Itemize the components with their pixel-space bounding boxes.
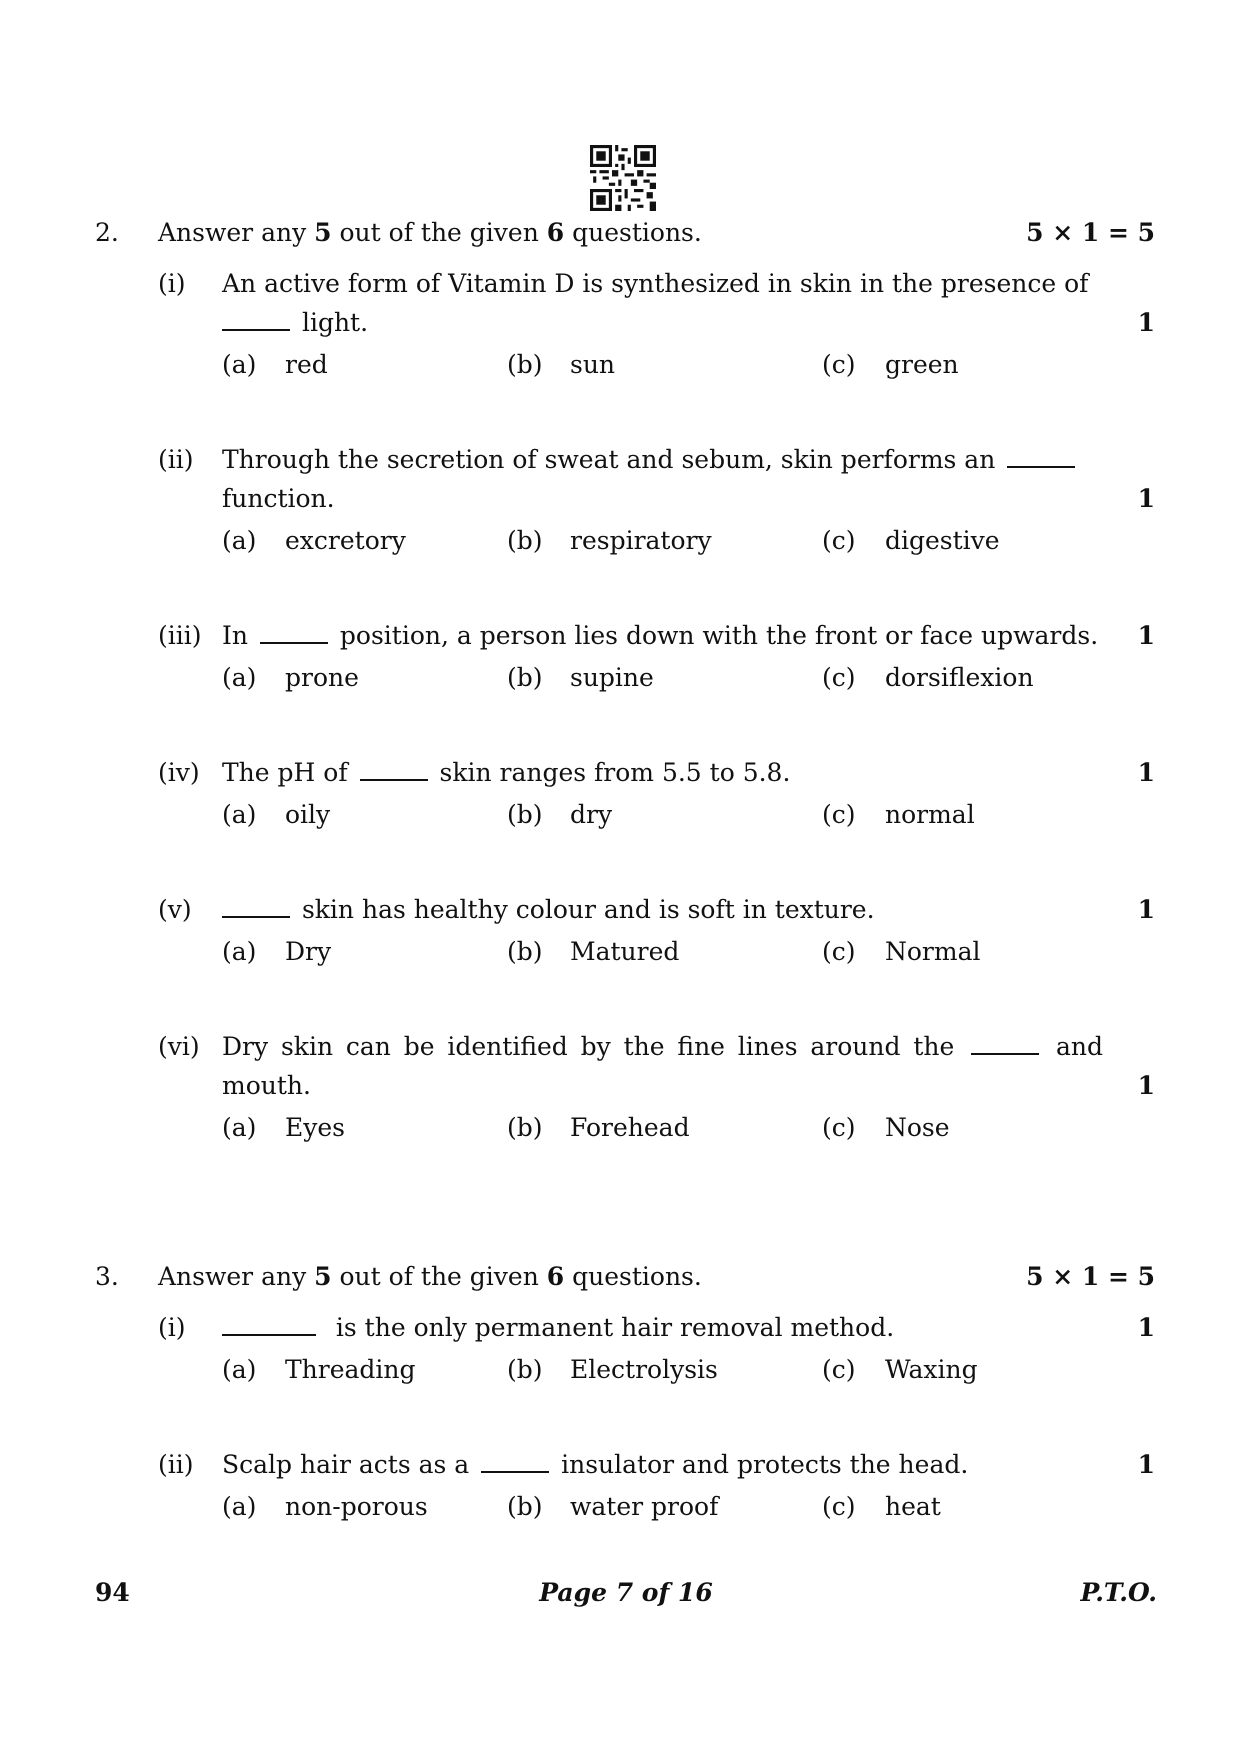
question-instruction: Answer any 5 out of the given 6 questions. [158, 1262, 702, 1291]
sub-question [95, 1308, 1155, 1347]
question-2 [95, 218, 1155, 1153]
option-label: (a) [222, 800, 257, 829]
option-label: (b) [507, 350, 543, 379]
option-text: Eyes [285, 1113, 345, 1142]
answer-blank [971, 1031, 1039, 1055]
option-text: dorsiflexion [885, 663, 1034, 692]
question-number: 3. [95, 1262, 119, 1291]
pto-note: P.T.O. [1080, 1578, 1157, 1607]
sub-question-label: (v) [158, 895, 192, 924]
option-label: (c) [822, 1492, 856, 1521]
sub-question-label: (vi) [158, 1032, 200, 1061]
option-text: excretory [285, 526, 406, 555]
answer-blank [222, 1312, 316, 1336]
sub-question-mark: 1 [1137, 484, 1155, 513]
options-row [95, 1113, 1155, 1153]
answer-blank [222, 307, 290, 331]
option-text: sun [570, 350, 616, 379]
option-label: (a) [222, 937, 257, 966]
option-text: Normal [885, 937, 981, 966]
option-label: (a) [222, 1492, 257, 1521]
option-label: (a) [222, 1355, 257, 1384]
option-text: respiratory [570, 526, 712, 555]
option-label: (b) [507, 1492, 543, 1521]
option-label: (c) [822, 800, 856, 829]
option-text: oily [285, 800, 331, 829]
option-text: green [885, 350, 959, 379]
option-label: (c) [822, 350, 856, 379]
sub-question [95, 1445, 1155, 1484]
option-text: non-porous [285, 1492, 428, 1521]
option-text: Forehead [570, 1113, 690, 1142]
sub-question-mark: 1 [1137, 308, 1155, 337]
option-label: (c) [822, 526, 856, 555]
answer-blank [1007, 444, 1075, 468]
page-footer [95, 1578, 1157, 1618]
option-text: dry [570, 800, 613, 829]
option-text: Electrolysis [570, 1355, 718, 1384]
option-text: digestive [885, 526, 1000, 555]
question-marks: 5 × 1 = 5 [1026, 218, 1155, 247]
page-number: Page 7 of 16 [539, 1578, 713, 1607]
option-label: (c) [822, 1113, 856, 1142]
option-text: water proof [570, 1492, 719, 1521]
option-label: (a) [222, 350, 257, 379]
option-text: Threading [285, 1355, 416, 1384]
options-row [95, 663, 1155, 703]
option-label: (b) [507, 1113, 543, 1142]
option-text: Nose [885, 1113, 950, 1142]
option-label: (b) [507, 1355, 543, 1384]
option-label: (b) [507, 800, 543, 829]
question-marks: 5 × 1 = 5 [1026, 1262, 1155, 1291]
option-label: (c) [822, 663, 856, 692]
sub-question-label: (i) [158, 1313, 186, 1342]
question-number: 2. [95, 218, 119, 247]
sub-question [95, 1027, 1155, 1105]
option-text: red [285, 350, 328, 379]
sub-question-label: (ii) [158, 1450, 194, 1479]
option-text: normal [885, 800, 975, 829]
option-label: (a) [222, 663, 257, 692]
answer-blank [260, 620, 328, 644]
options-row [95, 800, 1155, 840]
option-label: (a) [222, 1113, 257, 1142]
sub-question-label: (iv) [158, 758, 200, 787]
sub-question-text: skin has healthy colour and is soft in texture. [222, 890, 1103, 929]
option-label: (c) [822, 1355, 856, 1384]
option-text: Matured [570, 937, 680, 966]
answer-blank [360, 757, 428, 781]
sub-question-text: Through the secretion of sweat and sebum, skin performs an function. [222, 440, 1103, 518]
sub-question-mark: 1 [1137, 621, 1155, 650]
option-text: prone [285, 663, 359, 692]
qr-code-icon [590, 145, 656, 211]
question-header [95, 1262, 1155, 1302]
sub-question-text: Dry skin can be identified by the fine lines around the and mouth. [222, 1032, 1104, 1100]
sub-question [95, 753, 1155, 792]
options-row [95, 937, 1155, 977]
option-label: (b) [507, 937, 543, 966]
sub-question-text: Scalp hair acts as a insulator and protects the head. [222, 1450, 969, 1479]
sub-question-mark: 1 [1137, 758, 1155, 787]
sub-question-text: is the only permanent hair removal method. [222, 1308, 1103, 1347]
option-text: heat [885, 1492, 941, 1521]
options-row [95, 1492, 1155, 1532]
option-label: (c) [822, 937, 856, 966]
option-label: (a) [222, 526, 257, 555]
question-header [95, 218, 1155, 258]
sub-question [95, 890, 1155, 929]
sub-question [95, 616, 1155, 655]
option-label: (b) [507, 526, 543, 555]
sub-question-mark: 1 [1137, 1313, 1155, 1342]
sub-question-text: In position, a person lies down with the front or face upwards. [222, 621, 1099, 650]
option-text: Waxing [885, 1355, 978, 1384]
question-instruction: Answer any 5 out of the given 6 questions. [158, 218, 702, 247]
sub-question-mark: 1 [1137, 1071, 1155, 1100]
option-text: supine [570, 663, 654, 692]
sub-question-label: (iii) [158, 621, 202, 650]
question-3 [95, 1262, 1155, 1532]
options-row [95, 350, 1155, 390]
option-label: (b) [507, 663, 543, 692]
sub-question-mark: 1 [1137, 1450, 1155, 1479]
sub-question-text: An active form of Vitamin D is synthesized in skin in the presence of light. [222, 269, 1089, 337]
options-row [95, 526, 1155, 566]
options-row [95, 1355, 1155, 1395]
sub-question-label: (ii) [158, 445, 194, 474]
sub-question-label: (i) [158, 269, 186, 298]
option-text: Dry [285, 937, 332, 966]
sub-question-text: The pH of skin ranges from 5.5 to 5.8. [222, 758, 791, 787]
sub-question [95, 264, 1155, 342]
sub-question-mark: 1 [1137, 895, 1155, 924]
answer-blank [481, 1449, 549, 1473]
sub-question [95, 440, 1155, 518]
answer-blank [222, 894, 290, 918]
paper-code: 94 [95, 1578, 130, 1607]
